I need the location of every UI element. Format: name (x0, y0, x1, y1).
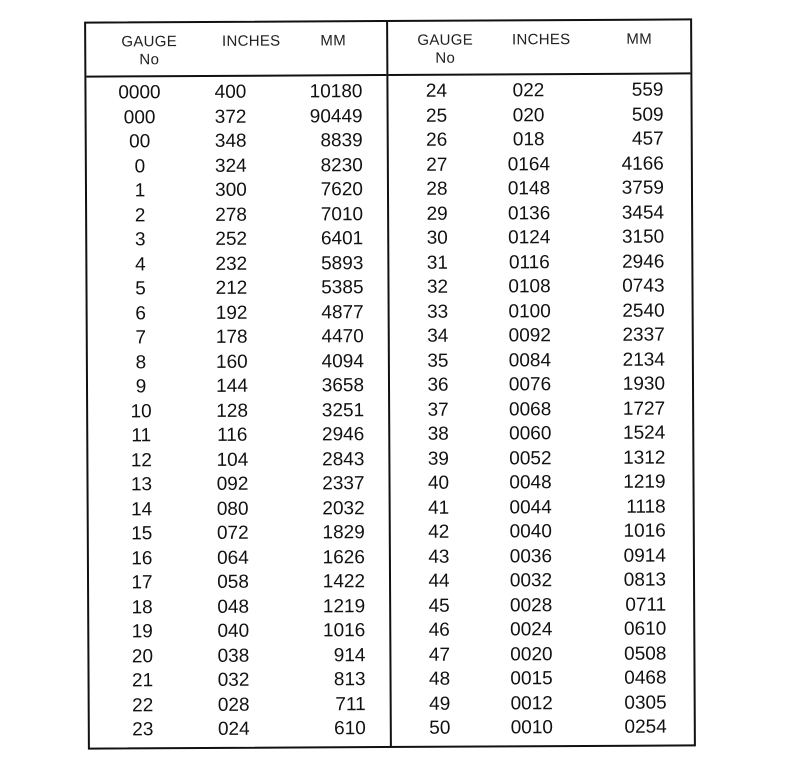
table-row (390, 372, 692, 398)
mm-cell: 2946 (622, 251, 665, 273)
inches-cell: 0036 (509, 545, 553, 567)
table-row (391, 544, 693, 570)
inches-cell: 252 (215, 228, 248, 250)
mm-cell: 1930 (622, 373, 666, 395)
gauge-cell: 26 (426, 129, 448, 151)
mm-cell: 610 (334, 718, 366, 740)
gauge-cell: 13 (130, 474, 153, 496)
gauge-cell: 3 (134, 229, 146, 251)
mm-cell: 90449 (309, 105, 363, 127)
mm-cell: 7010 (320, 203, 364, 225)
mm-cell: 4094 (321, 350, 364, 372)
inches-cell: 092 (216, 473, 249, 495)
inches-cell: 038 (217, 645, 250, 667)
inches-cell: 0052 (509, 447, 552, 469)
inches-cell: 348 (214, 130, 247, 152)
gauge-cell: 35 (427, 350, 449, 372)
inches-cell: 0015 (510, 668, 553, 690)
table-row (389, 176, 691, 202)
gauge-cell: 15 (131, 523, 153, 545)
inches-cell: 058 (217, 571, 249, 593)
mm-cell: 559 (631, 79, 664, 101)
gauge-cell: 37 (427, 399, 449, 421)
inches-cell: 144 (216, 375, 248, 397)
gauge-cell: 46 (428, 619, 450, 641)
mm-cell: 3658 (321, 375, 365, 397)
mm-cell: 457 (631, 128, 664, 150)
gauge-cell: 4 (135, 253, 146, 275)
header-gauge: GAUGE (121, 33, 178, 51)
gauge-cell: 11 (131, 425, 152, 447)
gauge-cell: 31 (426, 252, 448, 274)
gauge-cell: 6 (135, 302, 146, 324)
gauge-cell: 2 (134, 204, 146, 226)
gauge-cell: 49 (429, 693, 451, 715)
gauge-cell: 18 (131, 596, 153, 618)
mm-cell: 2946 (321, 424, 365, 446)
gauge-cell: 42 (428, 521, 450, 543)
table-row (392, 715, 694, 741)
gauge-cell: 43 (428, 546, 450, 568)
table-row (391, 568, 693, 594)
inches-cell: 0084 (508, 349, 552, 371)
inches-cell: 0124 (508, 227, 551, 249)
gauge-cell: 25 (425, 105, 448, 127)
mm-cell: 0610 (623, 618, 667, 640)
mm-cell: 1626 (322, 546, 365, 568)
gauge-cell: 34 (427, 325, 449, 347)
gauge-cell: 47 (428, 644, 451, 666)
table-row (391, 666, 693, 692)
inches-cell: 0092 (508, 325, 551, 347)
inches-cell: 040 (217, 620, 250, 642)
header-gauge-no: No (139, 51, 160, 69)
header-gauge: GAUGE (417, 31, 474, 49)
table-row (389, 225, 691, 251)
inches-cell: 0100 (508, 300, 551, 322)
inches-cell: 0116 (508, 251, 550, 273)
table-row (90, 693, 390, 719)
mm-cell: 1219 (623, 471, 666, 493)
inches-cell: 232 (215, 253, 248, 275)
inches-cell: 0024 (510, 619, 553, 641)
header-inches: INCHES (221, 32, 281, 50)
inches-cell: 064 (216, 547, 249, 569)
mm-cell: 2337 (622, 324, 665, 346)
gauge-cell: 38 (427, 423, 449, 445)
inches-cell: 0108 (508, 276, 551, 298)
mm-cell: 1727 (622, 398, 666, 420)
inches-cell: 300 (215, 179, 247, 201)
mm-cell: 0468 (624, 667, 667, 689)
gauge-cell: 00 (129, 131, 151, 153)
mm-cell: 1312 (623, 447, 666, 469)
inches-cell: 278 (215, 204, 248, 226)
gauge-cell: 20 (131, 645, 154, 667)
inches-cell: 0136 (507, 202, 551, 224)
inches-cell: 192 (215, 302, 248, 324)
table-row (89, 668, 389, 694)
gauge-cell: 44 (428, 570, 450, 592)
gauge-cell: 40 (427, 472, 450, 494)
inches-cell: 0040 (509, 521, 552, 543)
table-row (392, 691, 694, 717)
mm-cell: 2032 (322, 497, 365, 519)
gauge-cell: 33 (426, 301, 449, 323)
mm-cell: 5385 (321, 277, 364, 299)
mm-cell: 3150 (621, 226, 665, 248)
table-row (87, 129, 387, 155)
inches-cell: 028 (217, 694, 250, 716)
table-row (88, 423, 388, 449)
inches-cell: 104 (216, 449, 249, 471)
gauge-cell: 32 (426, 276, 449, 298)
mm-cell: 0508 (624, 643, 667, 665)
gauge-cell: 30 (426, 227, 448, 249)
gauge-cell: 21 (131, 670, 154, 692)
gauge-cell: 41 (428, 497, 450, 519)
table-row (88, 374, 388, 400)
gauge-cell: 000 (123, 106, 156, 128)
table-body-left (86, 80, 389, 743)
gauge-cell: 29 (426, 203, 448, 225)
mm-cell: 0914 (623, 545, 666, 567)
gauge-cell: 48 (428, 668, 451, 690)
table-row (89, 570, 389, 596)
inches-cell: 324 (214, 155, 247, 177)
mm-cell: 2337 (322, 473, 365, 495)
inches-cell: 212 (215, 277, 248, 299)
inches-cell: 128 (216, 400, 249, 422)
mm-cell: 8839 (320, 130, 363, 152)
mm-cell: 0743 (622, 275, 665, 297)
mm-cell: 1524 (622, 422, 666, 444)
table-row (389, 250, 691, 276)
mm-cell: 3251 (321, 399, 365, 421)
inches-cell: 0044 (509, 496, 552, 518)
inches-cell: 0012 (510, 692, 553, 714)
table-header-left (86, 22, 386, 78)
gauge-cell: 24 (425, 80, 448, 102)
table-row (390, 446, 692, 472)
mm-cell: 2134 (622, 349, 665, 371)
mm-cell: 3454 (621, 202, 665, 224)
table-row (389, 201, 691, 227)
table-row (390, 470, 692, 496)
mm-cell: 3759 (621, 177, 665, 199)
inches-cell: 032 (217, 669, 250, 691)
mm-cell: 8230 (320, 154, 363, 176)
mm-cell: 1829 (322, 522, 365, 544)
gauge-cell: 17 (131, 572, 153, 594)
header-mm: MM (626, 30, 653, 48)
table-row (389, 152, 691, 178)
table-row (89, 644, 389, 670)
mm-cell: 7620 (320, 179, 364, 201)
table-row (89, 497, 389, 523)
table-row (86, 80, 386, 106)
table-row (391, 642, 693, 668)
inches-cell: 0076 (508, 374, 552, 396)
mm-cell: 4470 (321, 326, 364, 348)
gauge-cell: 16 (131, 547, 153, 569)
table-header-right (388, 20, 690, 76)
inches-cell: 0060 (509, 423, 552, 445)
table-row (389, 274, 691, 300)
gauge-cell: 23 (132, 719, 154, 741)
gauge-cell: 9 (135, 376, 147, 398)
table-row (388, 78, 690, 104)
gauge-cell: 8 (135, 351, 147, 373)
inches-cell: 0148 (507, 178, 551, 200)
inches-cell: 020 (512, 104, 545, 126)
inches-cell: 0164 (507, 153, 551, 175)
gauge-cell: 0 (134, 155, 146, 177)
table-row (87, 154, 387, 180)
inches-cell: 160 (215, 351, 248, 373)
inches-cell: 178 (215, 326, 248, 348)
table-row (88, 301, 388, 327)
table-row (88, 399, 388, 425)
gauge-cell: 27 (426, 154, 448, 176)
table-row (390, 323, 692, 349)
inches-cell: 072 (216, 522, 249, 544)
gauge-table (84, 18, 696, 749)
table-row (391, 495, 693, 521)
gauge-cell: 39 (427, 448, 450, 470)
table-row (88, 472, 388, 498)
table-row (89, 521, 389, 547)
table-row (391, 617, 693, 643)
mm-cell: 711 (335, 693, 366, 715)
mm-cell: 5893 (321, 252, 364, 274)
header-inches: INCHES (511, 31, 571, 49)
mm-cell: 4877 (321, 301, 364, 323)
gauge-cell: 14 (131, 498, 153, 520)
gauge-cell: 19 (131, 621, 153, 643)
inches-cell: 048 (217, 596, 250, 618)
gauge-cell: 10 (130, 400, 152, 422)
table-row (391, 593, 693, 619)
table-left-half (86, 22, 390, 748)
table-row (87, 105, 387, 131)
table-row (87, 203, 387, 229)
table-row (87, 276, 387, 302)
inches-cell: 0020 (510, 643, 553, 665)
inches-cell: 024 (217, 718, 250, 740)
mm-cell: 2540 (622, 300, 665, 322)
inches-cell: 0068 (508, 398, 552, 420)
table-row (390, 348, 692, 374)
mm-cell: 0305 (624, 692, 667, 714)
table-row (89, 595, 389, 621)
gauge-cell: 12 (130, 449, 153, 471)
table-row (88, 448, 388, 474)
mm-cell: 1016 (322, 620, 366, 642)
table-row (87, 252, 387, 278)
table-row (90, 717, 390, 743)
table-row (391, 519, 693, 545)
gauge-cell: 28 (426, 178, 448, 200)
table-row (390, 299, 692, 325)
gauge-cell: 22 (132, 694, 154, 716)
table-row (390, 421, 692, 447)
inches-cell: 0048 (509, 472, 552, 494)
mm-cell: 509 (631, 104, 664, 126)
mm-cell: 1118 (626, 496, 666, 518)
gauge-cell: 0000 (118, 82, 161, 104)
gauge-cell: 45 (428, 595, 450, 617)
inches-cell: 022 (512, 80, 545, 102)
inches-cell: 0028 (509, 594, 553, 616)
inches-cell: 400 (214, 81, 247, 103)
header-gauge-no: No (435, 49, 456, 67)
mm-cell: 10180 (309, 81, 363, 103)
table-row (87, 178, 387, 204)
mm-cell: 1219 (322, 595, 366, 617)
mm-cell: 813 (333, 669, 366, 691)
inches-cell: 0032 (509, 570, 553, 592)
mm-cell: 6401 (320, 228, 364, 250)
inches-cell: 080 (216, 498, 249, 520)
inches-cell: 018 (512, 129, 545, 151)
table-row (390, 397, 692, 423)
gauge-cell: 36 (427, 374, 449, 396)
gauge-cell: 1 (134, 180, 146, 202)
table-row (88, 325, 388, 351)
gauge-cell: 7 (135, 327, 147, 349)
table-row (389, 103, 691, 129)
inches-cell: 372 (214, 106, 247, 128)
inches-cell: 116 (217, 424, 248, 446)
table-row (89, 619, 389, 645)
mm-cell: 2843 (322, 448, 365, 470)
mm-cell: 0813 (623, 569, 667, 591)
table-row (88, 350, 388, 376)
mm-cell: 914 (333, 644, 366, 666)
gauge-cell: 5 (135, 278, 146, 300)
header-mm: MM (320, 32, 347, 50)
mm-cell: 0711 (625, 594, 667, 616)
gauge-cell: 50 (429, 717, 451, 739)
mm-cell: 1016 (623, 520, 666, 542)
table-right-half (388, 20, 694, 746)
inches-cell: 0010 (510, 717, 553, 739)
mm-cell: 0254 (624, 716, 667, 738)
mm-cell: 1422 (322, 571, 366, 593)
table-row (389, 127, 691, 153)
table-row (89, 546, 389, 572)
table-row (87, 227, 387, 253)
mm-cell: 4166 (621, 153, 664, 175)
table-body-right (388, 78, 693, 741)
